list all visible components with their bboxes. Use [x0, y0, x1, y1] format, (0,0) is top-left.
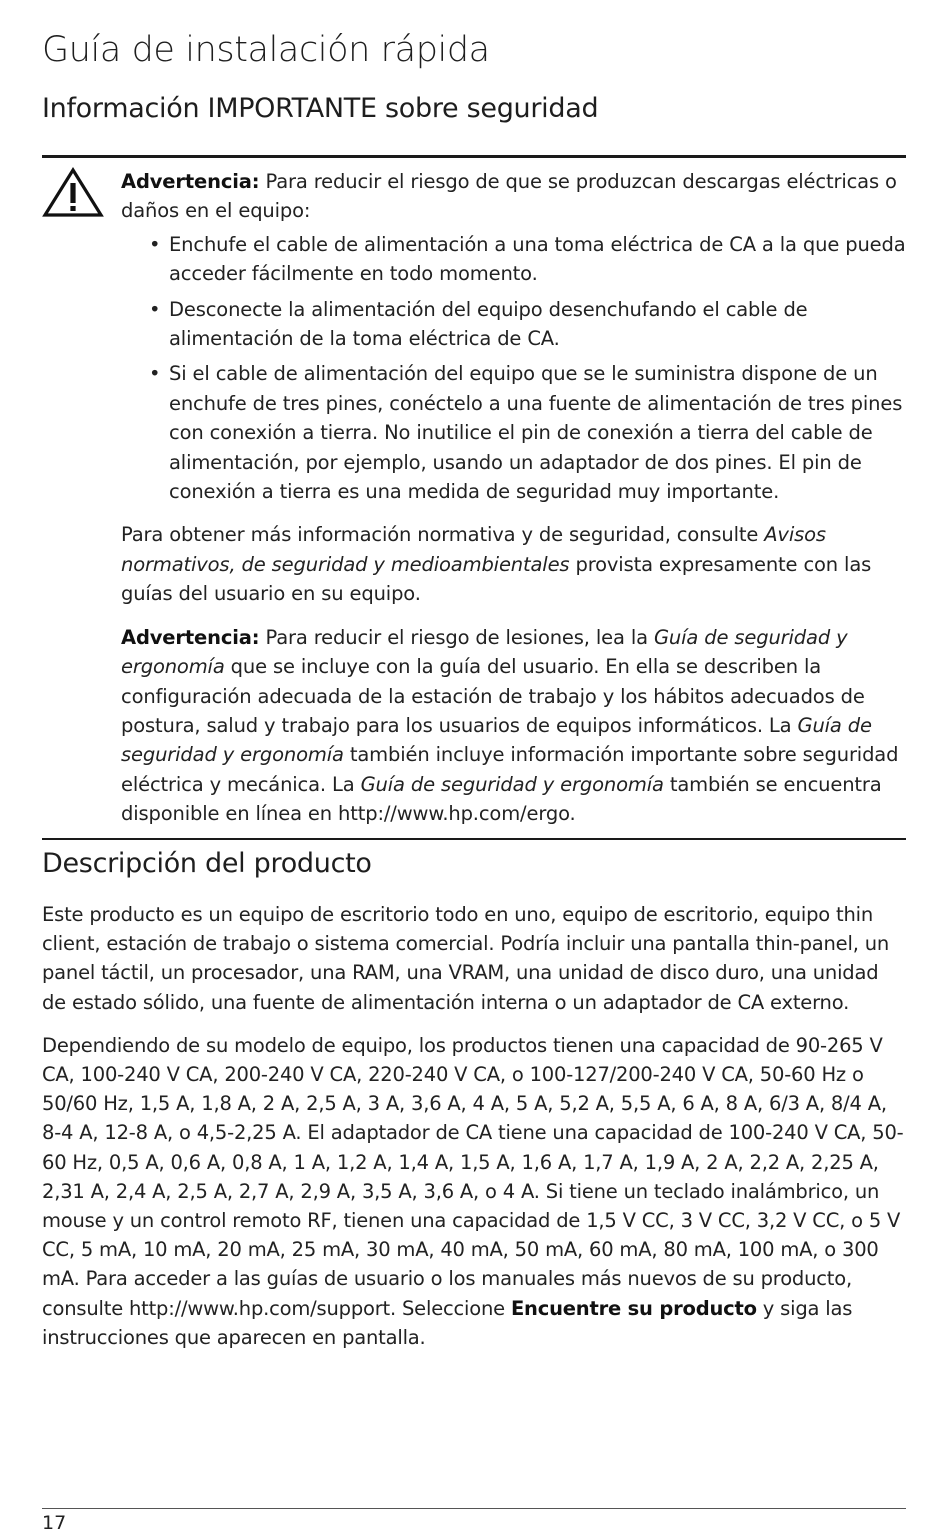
page-number: 17 [42, 1512, 67, 1534]
footer-divider [42, 1508, 906, 1509]
warning-triangle-icon [42, 166, 104, 218]
product-description-paragraph-1: Este producto es un equipo de escritorio todo en uno, equipo de escritorio, equipo thin client, estación de trabajo o sistema comercial. Podría incluir una pantalla thin-panel, un panel táctil, un procesador, una RAM, una VRAM, una unidad de disco duro, una unidad de estado sólido, una fuente de alimentación interna o un adaptador de CA externo. [42, 903, 890, 1014]
warning-text-3: también incluye información importante sobre seguridad eléctrica y mecánica. La [121, 743, 899, 796]
product-description-heading: Descripción del producto [42, 848, 372, 879]
warning-text-1: Para reducir el riesgo de lesiones, lea la [259, 625, 654, 649]
product-ratings-paragraph [42, 1031, 908, 1352]
section-divider [42, 838, 906, 840]
product-description [42, 900, 908, 1352]
safety-warnings [121, 167, 907, 829]
warning-label: Advertencia: [121, 625, 260, 649]
warning-label: Advertencia: [121, 170, 260, 193]
warning-text: Para reducir el riesgo de que se produzcan descargas eléctricas o daños en el equipo: [121, 170, 897, 223]
regulatory-document-title: Avisos normativos, de seguridad y medioambientales [121, 523, 826, 576]
find-product-label: Encuentre su producto [510, 1296, 757, 1320]
list-item-text: Enchufe el cable de alimentación a una toma eléctrica de CA a la que pueda acceder fácilmente en todo momento. [169, 232, 906, 286]
page-title: Guía de instalación rápida [42, 30, 490, 70]
ergonomics-guide-title-3: Guía de seguridad y ergonomía [360, 772, 664, 796]
warning-text-2: que se incluye con la guía del usuario. En ella se describen la configuración adecuada de la estación de trabajo y los hábitos adecuados de postura, salud y trabajo para los usuarios de equipos informáticos. La [121, 655, 865, 737]
safety-section-title: Información IMPORTANTE sobre seguridad [42, 93, 599, 124]
bullet-icon: • [149, 232, 161, 256]
bullet-icon: • [149, 297, 161, 321]
warning-electric-shock [121, 167, 907, 226]
top-divider [42, 155, 906, 158]
list-item [121, 359, 907, 506]
ergonomics-guide-title-2: Guía de seguridad y ergonomía [121, 713, 872, 767]
regulatory-notice [121, 520, 907, 608]
list-item [121, 295, 907, 354]
warning-text-4: también se encuentra disponible en línea en http://www.hp.com/ergo. [121, 772, 882, 826]
list-item [121, 230, 907, 289]
ergonomics-guide-title-1: Guía de seguridad y ergonomía [121, 625, 848, 679]
regulatory-text-before: Para obtener más información normativa y de seguridad, consulte [121, 523, 765, 547]
warning-injury [121, 623, 907, 829]
product-ratings-text-after: y siga las instrucciones que aparecen en pantalla. [42, 1296, 853, 1349]
warning-bullet-list [121, 230, 907, 507]
bullet-icon: • [149, 362, 161, 386]
list-item-text: Desconecte la alimentación del equipo desenchufando el cable de alimentación de la toma eléctrica de CA. [169, 297, 808, 351]
list-item-text: Si el cable de alimentación del equipo que se le suministra dispone de un enchufe de tres pines, conéctelo a una fuente de alimentación de tres pines con conexión a tierra. No inutilice el pin de conexión a tierra del cable de alimentación, por ejemplo, usando un adaptador de dos pines. El pin de conexión a tierra es una medida de seguridad muy importante. [169, 362, 903, 504]
regulatory-text-after: provista expresamente con las guías del usuario en su equipo. [121, 552, 872, 606]
product-ratings-text: Dependiendo de su modelo de equipo, los productos tienen una capacidad de 90-265 V CA, 100-240 V CA, 200-240 V CA, 220-240 V CA, o 100-127/200-240 V CA, 50-60 Hz o 50/60 Hz, 1,5 A, 1,8 A, 2 A, 2,5 A, 3 A, 3,6 A, 4 A, 5 A, 5,2 A, 5,5 A, 6 A, 8 A, 6/3 A, 8/4 A, 8-4 A, 12-8 A, o 4,5-2,25 A. El adaptador de CA tiene una capacidad de 100-240 V CA, 50-60 Hz, 0,5 A, 0,6 A, 0,8 A, 1 A, 1,2 A, 1,4 A, 1,5 A, 1,6 A, 1,7 A, 1,9 A, 2 A, 2,2 A, 2,25 A, 2,31 A, 2,4 A, 2,5 A, 2,7 A, 2,9 A, 3,5 A, 3,6 A, o 4 A. Si tiene un teclado inalámbrico, un mouse y un control remoto RF, tienen una capacidad de 1,5 V CC, 3 V CC, 3,2 V CC, o 5 V CC, 5 mA, 10 mA, 20 mA, 25 mA, 30 mA, 40 mA, 50 mA, 60 mA, 80 mA, 100 mA, o 300 mA. Para acceder a las guías de usuario o los manuales más nuevos de su producto, consulte http://www.hp.com/support. Seleccione [42, 1033, 904, 1320]
